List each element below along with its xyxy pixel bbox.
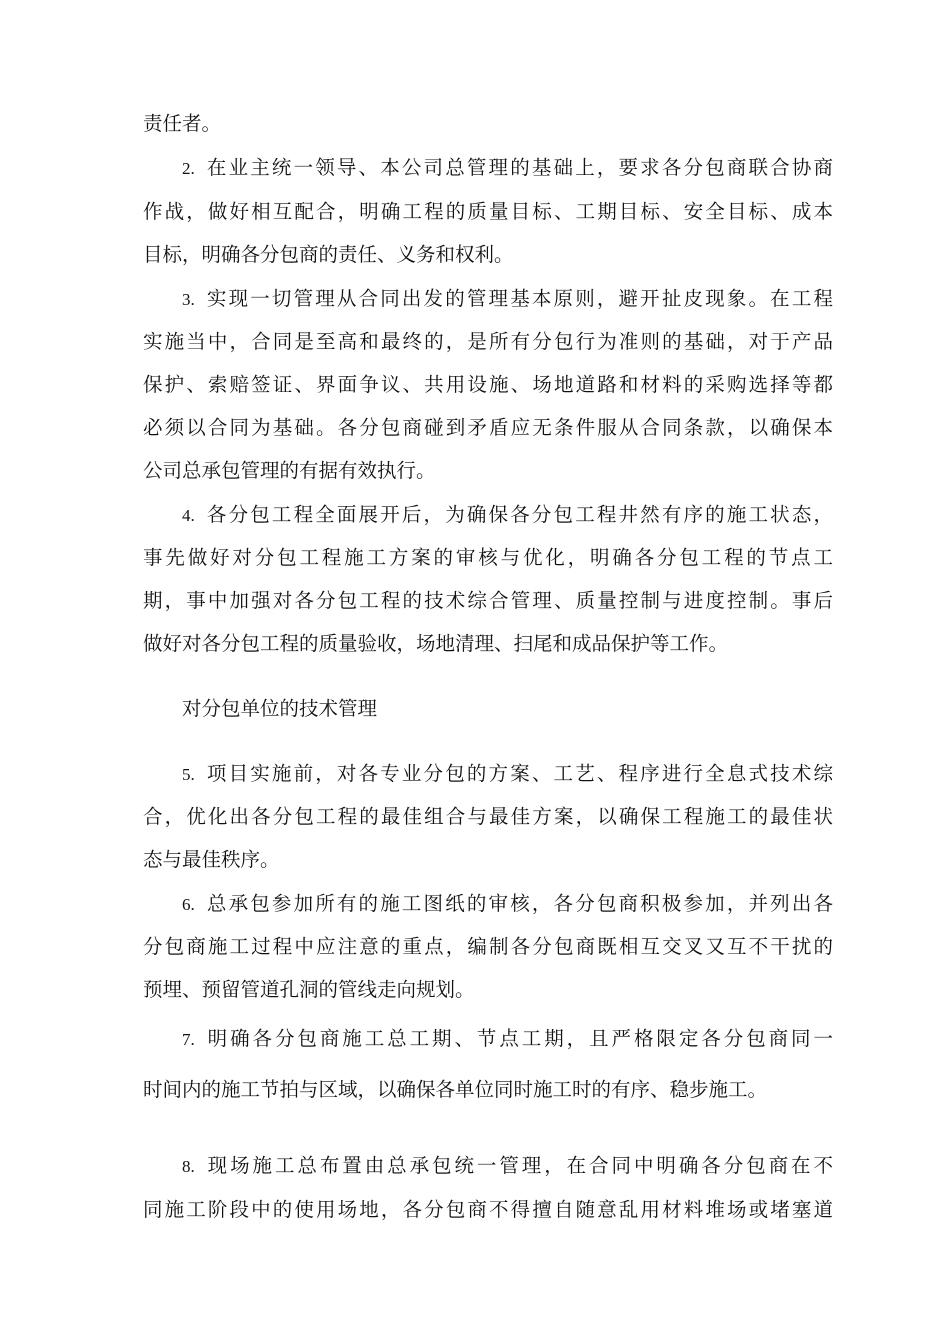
- paragraph-6-line-2: 分包商施工过程中应注意的重点，编制各分包商既相互交叉又互不干扰的: [143, 935, 833, 958]
- paragraph-2-number: 2.: [182, 159, 195, 178]
- paragraph-continuation: 责任者。: [143, 112, 222, 135]
- paragraph-2-line-2: 作战，做好相互配合，明确工程的质量目标、工期目标、安全目标、成本: [143, 200, 833, 223]
- paragraph-7-line-1: 7. 明确各分包商施工总工期、节点工期，且严格限定各分包商同一: [182, 1027, 833, 1050]
- paragraph-2-line-3: 目标，明确各分包商的责任、义务和权利。: [143, 243, 514, 266]
- paragraph-5-line-2: 合，优化出各分包工程的最佳组合与最佳方案，以确保工程施工的最佳状: [143, 805, 833, 828]
- paragraph-7-number: 7.: [182, 1030, 195, 1049]
- paragraph-7-line-2: 时间内的施工节拍与区域，以确保各单位同时施工时的有序、稳步施工。: [143, 1078, 768, 1101]
- paragraph-2-line-1: 2. 在业主统一领导、本公司总管理的基础上，要求各分包商联合协商: [182, 156, 833, 179]
- paragraph-4-line-4: 做好对各分包工程的质量验收，场地清理、扫尾和成品保护等工作。: [143, 632, 729, 655]
- paragraph-3-number: 3.: [182, 290, 195, 309]
- paragraph-4-number: 4.: [182, 506, 195, 525]
- paragraph-4-line-1: 4. 各分包工程全面展开后，为确保各分包工程井然有序的施工状态，: [182, 503, 833, 526]
- paragraph-6-line-1: 6. 总承包参加所有的施工图纸的审核，各分包商积极参加，并列出各: [182, 892, 833, 915]
- paragraph-5-number: 5.: [182, 765, 195, 784]
- paragraph-5-line-3: 态与最佳秩序。: [143, 848, 280, 871]
- paragraph-6-line-3: 预埋、预留管道孔洞的管线走向规划。: [143, 978, 475, 1001]
- paragraph-3-line-4: 必须以合同为基础。各分包商碰到矛盾应无条件服从合同条款，以确保本: [143, 416, 833, 439]
- paragraph-3-line-5: 公司总承包管理的有据有效执行。: [143, 459, 436, 482]
- paragraph-3-line-3: 保护、索赔签证、界面争议、共用设施、场地道路和材料的采购选择等都: [143, 373, 833, 396]
- paragraph-8-line-1: 8. 现场施工总布置由总承包统一管理，在合同中明确各分包商在不: [182, 1154, 833, 1177]
- paragraph-8-number: 8.: [182, 1157, 195, 1176]
- paragraph-6-number: 6.: [182, 895, 195, 914]
- paragraph-8-line-2: 同施工阶段中的使用场地，各分包商不得擅自随意乱用材料堆场或堵塞道: [143, 1198, 833, 1221]
- paragraph-5-line-1: 5. 项目实施前，对各专业分包的方案、工艺、程序进行全息式技术综: [182, 762, 833, 785]
- paragraph-4-line-2: 事先做好对分包工程施工方案的审核与优化，明确各分包工程的节点工: [143, 546, 833, 569]
- paragraph-3-line-1: 3. 实现一切管理从合同出发的管理基本原则，避开扯皮现象。在工程: [182, 287, 833, 310]
- section-heading: 对分包单位的技术管理: [182, 697, 378, 720]
- paragraph-3-line-2: 实施当中，合同是至高和最终的，是所有分包行为准则的基础，对于产品: [143, 330, 833, 353]
- paragraph-4-line-3: 期，事中加强对各分包工程的技术综合管理、质量控制与进度控制。事后: [143, 589, 833, 612]
